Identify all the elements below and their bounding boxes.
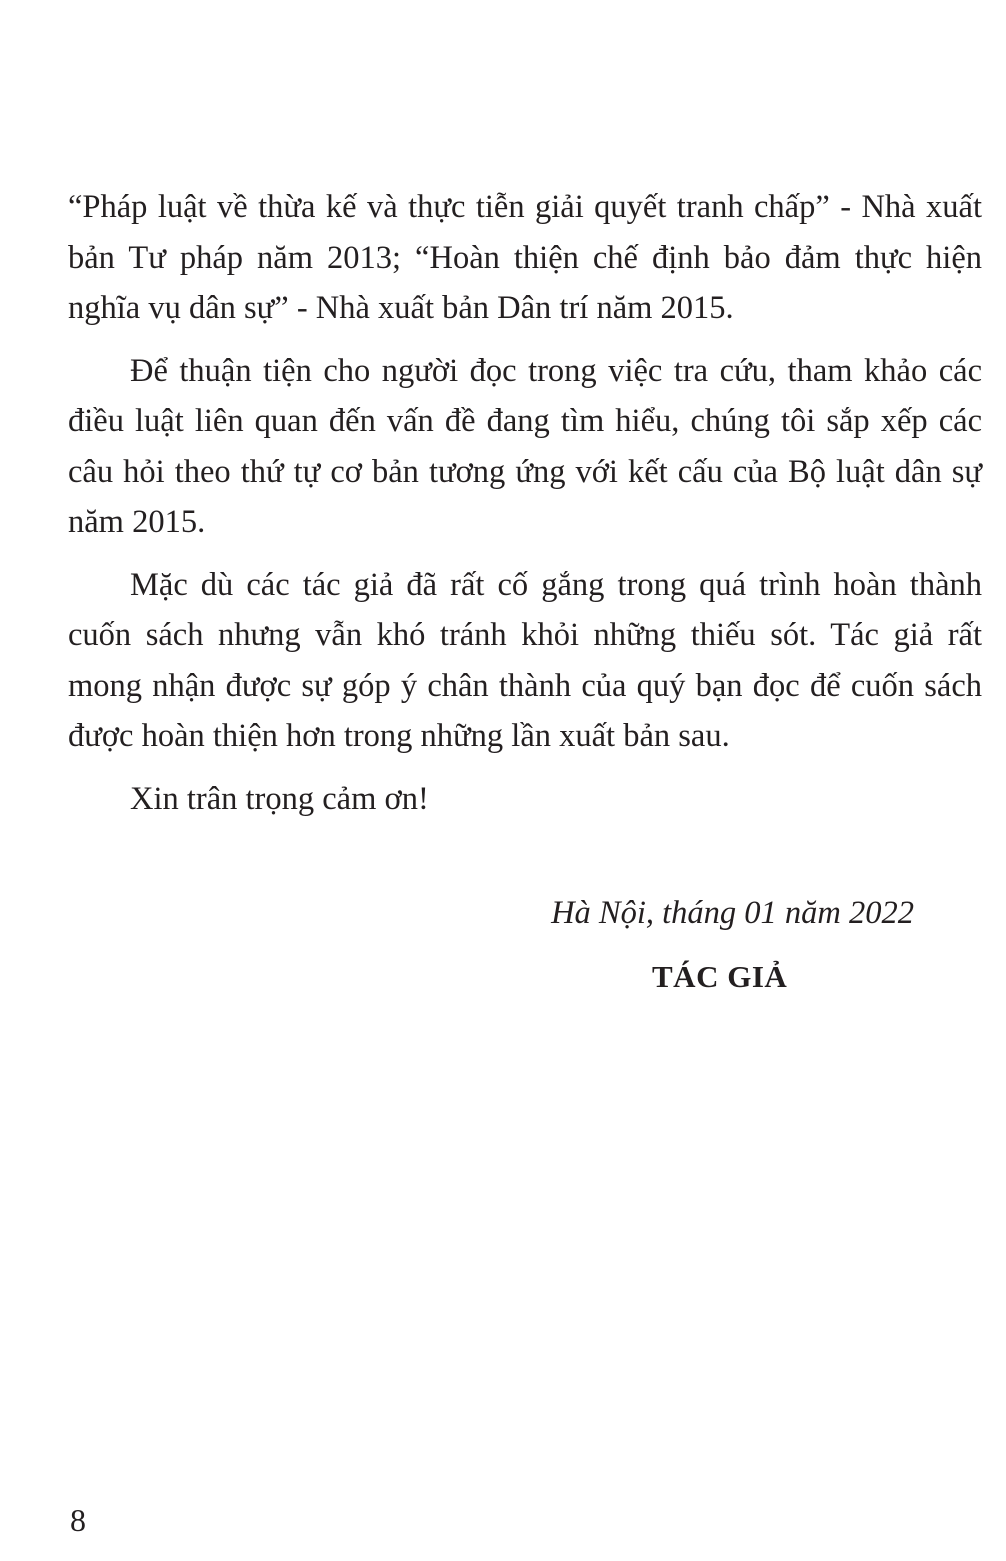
place-date: Hà Nội, tháng 01 năm 2022 — [551, 895, 914, 931]
paragraph-2: Để thuận tiện cho người đọc trong việc tra cứu, tham khảo các điều luật liên quan đến vấn đề đang tìm hiểu, chúng tôi sắp xếp các câu hỏi theo thứ tự cơ bản tương ứng với kết cấu của Bộ luật dân sự năm 2015. — [68, 352, 982, 540]
author-signature: TÁC GIẢ — [652, 959, 788, 994]
body-text — [68, 182, 982, 836]
page-number: 8 — [70, 1502, 86, 1538]
paragraph-1: “Pháp luật về thừa kế và thực tiễn giải quyết tranh chấp” - Nhà xuất bản Tư pháp năm 2013; “Hoàn thiện chế định bảo đảm thực hiện nghĩa vụ dân sự” - Nhà xuất bản Dân trí năm 2015. — [68, 189, 982, 326]
closing-line: Xin trân trọng cảm ơn! — [130, 780, 429, 817]
paragraph-3: Mặc dù các tác giả đã rất cố gắng trong quá trình hoàn thành cuốn sách nhưng vẫn khó tránh khỏi những thiếu sót. Tác giả rất mong nhận được sự góp ý chân thành của quý bạn đọc để cuốn sách được hoàn thiện hơn trong những lần xuất bản sau. — [68, 566, 982, 754]
